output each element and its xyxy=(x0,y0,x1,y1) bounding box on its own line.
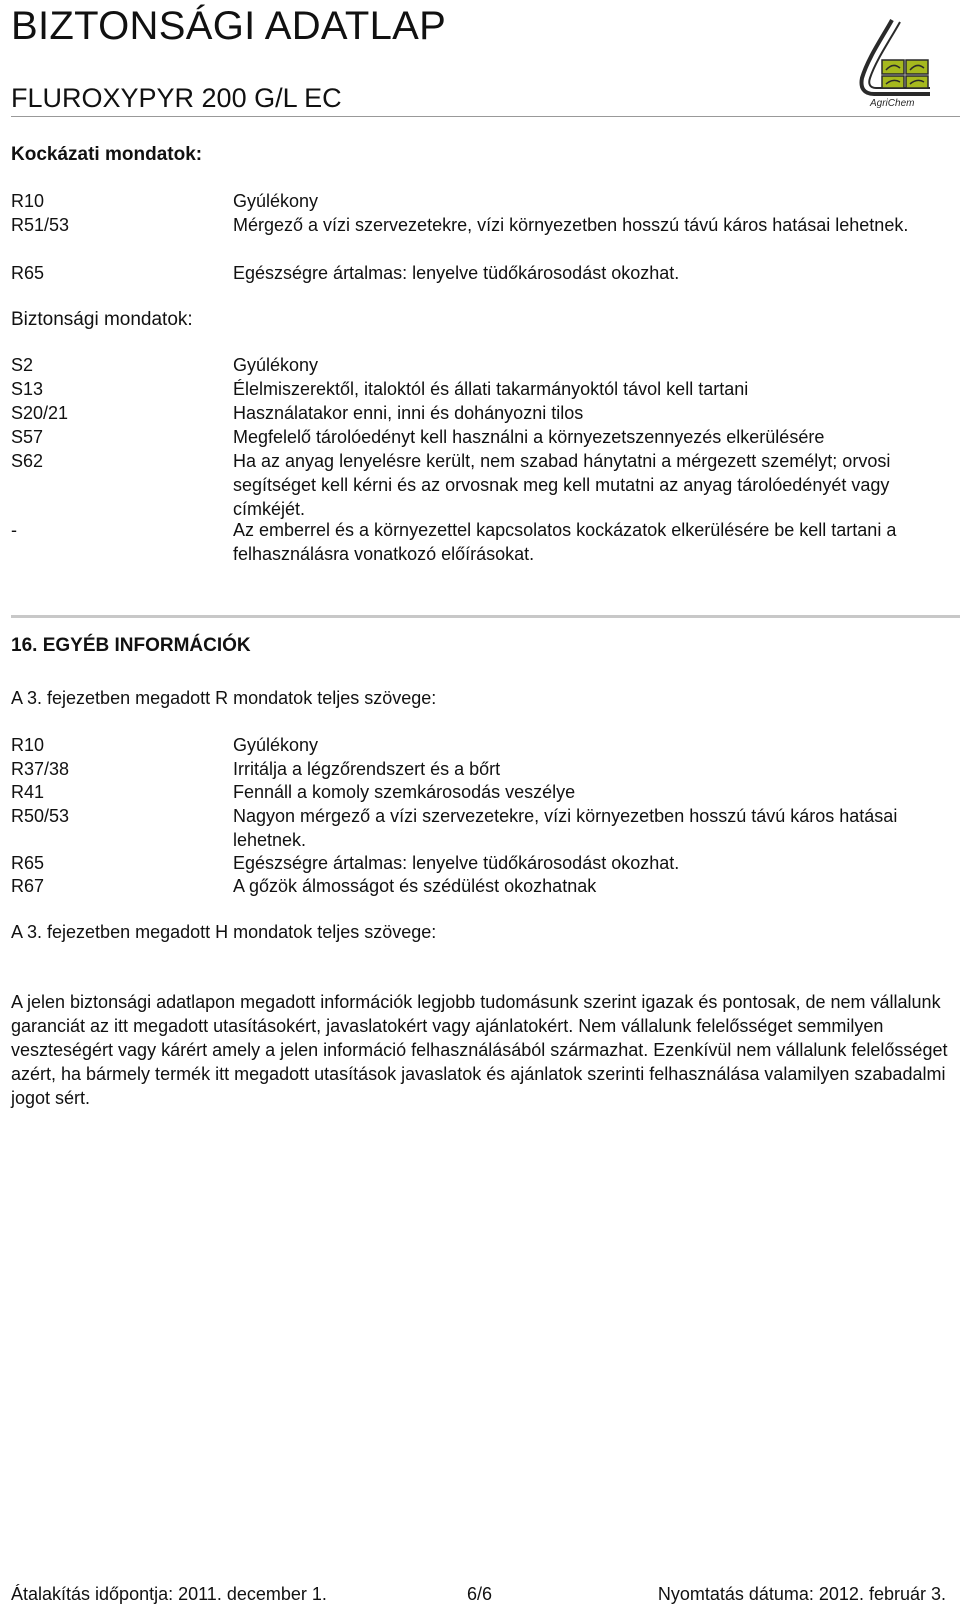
phrase-text: Nagyon mérgező a vízi szervezetekre, vízi környezetben hosszú távú káros hatásai lehetnek. xyxy=(233,806,898,850)
phrase-text: Gyúlékony xyxy=(233,191,319,211)
phrase-code: S20/21 xyxy=(11,403,69,423)
risk-heading: Kockázati mondatok: xyxy=(11,144,203,165)
header-divider xyxy=(11,116,960,117)
phrase-text: Egészségre ártalmas: lenyelve tüdőkárosodást okozhat. xyxy=(233,263,680,283)
phrase-code: S62 xyxy=(11,451,44,471)
page-header xyxy=(0,0,960,120)
phrase-code: S13 xyxy=(11,379,44,399)
phrase-text: A gőzök álmosságot és szédülést okozhatnak xyxy=(233,876,597,896)
phrase-code: R51/53 xyxy=(11,215,70,235)
document-title: BIZTONSÁGI ADATLAP xyxy=(11,4,447,48)
disclaimer-paragraph: A jelen biztonsági adatlapon megadott információk legjobb tudomásunk szerint igazak és pontosak, de nem vállalunk garanciát az itt megadott utasításokért, javaslatokért vagy ajánlatokért. Nem vállalunk felelősséget semmilyen veszteségért vagy kárért amely a jelen információ felhasználásából származhat. Ezenkívül nem vállalunk felelősséget azért, ha bármely termék itt megadott utasítások javaslatok és ajánlatok szerinti felhasználása valamilyen szabadalmi jogot sért. xyxy=(11,992,948,1108)
agrichem-logo xyxy=(852,18,934,108)
phrase-text: Az emberrel és a környezettel kapcsolatos kockázatok elkerülésére be kell tartani a felhasználásra vonatkozó előírásokat. xyxy=(233,520,897,564)
safety-heading: Biztonsági mondatok: xyxy=(11,309,193,330)
phrase-text: Megfelelő tárolóedényt kell használni a környezetszennyezés elkerülésére xyxy=(233,427,825,447)
phrase-text: Ha az anyag lenyelésre került, nem szabad hánytatni a mérgezett személyt; orvosi segítséget kell kérni és az orvosnak meg kell mutatni az anyag tárolóedényét vagy címkéjét. xyxy=(233,451,891,519)
phrase-text: Gyúlékony xyxy=(233,355,319,375)
r-phrases-heading: A 3. fejezetben megadott R mondatok teljes szövege: xyxy=(11,688,437,708)
phrase-code: R10 xyxy=(11,735,45,755)
phrase-code: S57 xyxy=(11,427,44,447)
phrase-code: R67 xyxy=(11,876,45,896)
phrase-code: R65 xyxy=(11,263,45,283)
product-name: FLUROXYPYR 200 G/L EC xyxy=(11,83,342,113)
section-16-heading: 16. EGYÉB INFORMÁCIÓK xyxy=(11,635,251,656)
phrase-code: R50/53 xyxy=(11,806,70,826)
phrase-text: Egészségre ártalmas: lenyelve tüdőkárosodást okozhat. xyxy=(233,853,680,873)
revision-date: Átalakítás időpontja: 2011. december 1. xyxy=(11,1584,327,1604)
phrase-code: - xyxy=(11,520,17,540)
page-footer xyxy=(0,1584,960,1608)
phrase-code: R41 xyxy=(11,782,45,802)
print-date: Nyomtatás dátuma: 2012. február 3. xyxy=(657,1584,946,1604)
phrase-code: R37/38 xyxy=(11,759,70,779)
phrase-text: Fennáll a komoly szemkárosodás veszélye xyxy=(233,782,576,802)
section-divider xyxy=(11,615,960,618)
phrase-code: R65 xyxy=(11,853,45,873)
phrase-code: R10 xyxy=(11,191,45,211)
phrase-text: Élelmiszerektől, italoktól és állati takarmányoktól távol kell tartani xyxy=(233,379,749,399)
phrase-text: Irritálja a légzőrendszert és a bőrt xyxy=(233,759,501,779)
phrase-text: Mérgező a vízi szervezetekre, vízi környezetben hosszú távú káros hatásai lehetnek. xyxy=(233,215,909,235)
h-phrases-heading: A 3. fejezetben megadott H mondatok teljes szövege: xyxy=(11,922,437,942)
phrase-text: Használatakor enni, inni és dohányozni tilos xyxy=(233,403,584,423)
phrase-code: S2 xyxy=(11,355,34,375)
page-number: 6/6 xyxy=(467,1584,493,1604)
logo-text: AgriChem xyxy=(870,98,915,108)
phrase-text: Gyúlékony xyxy=(233,735,319,755)
